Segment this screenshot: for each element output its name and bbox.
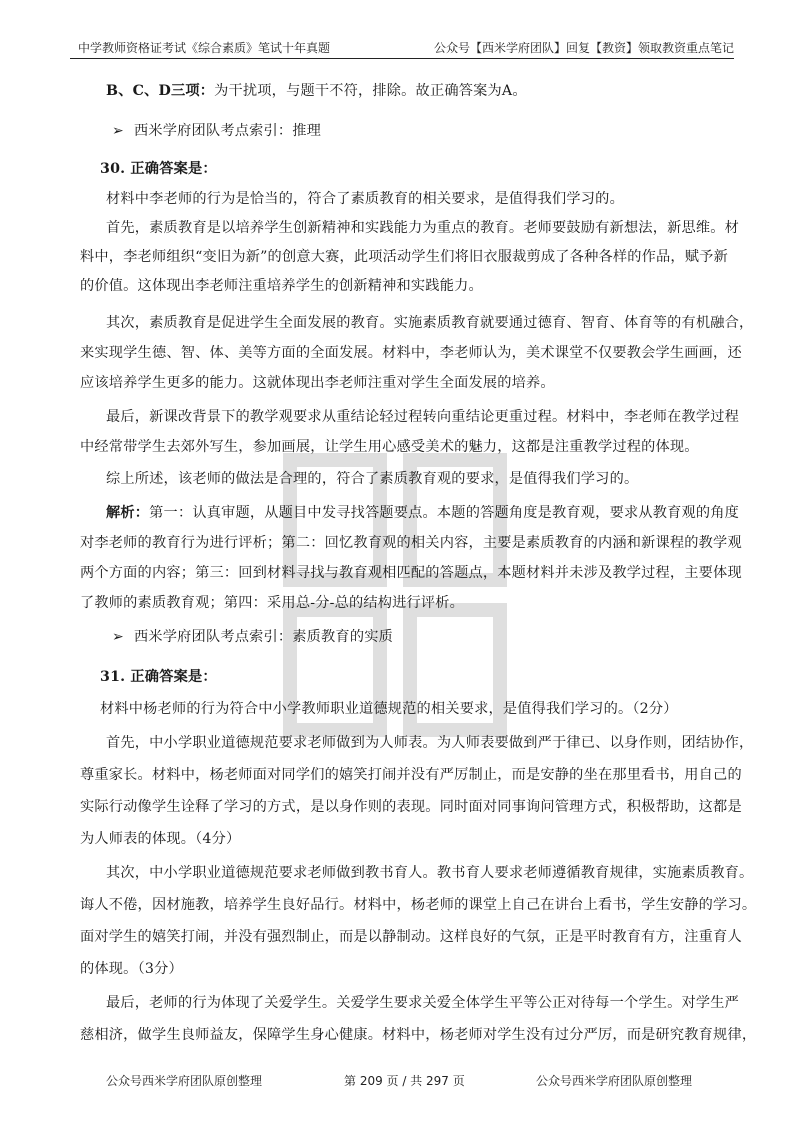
footer-left-text: 公众号西米学府团队原创整理	[106, 1074, 263, 1088]
question-30-title: 30. 正确答案是：	[100, 161, 217, 177]
q31-para-2c: 实际行动像学生诠释了学习的方式，是以身作则的表现。同时面对同事询问管理方式，积极帮助，这都是	[80, 799, 742, 815]
q30-para-4b: 中经常带学生去郊外写生，参加画展，让学生用心感受美术的魅力，这都是注重教学过程的体现。	[80, 439, 699, 455]
q31-para-4a: 最后，老师的行为体现了关爱学生。关爱学生要求关爱全体学生平等公正对待每一个学生。对学生严	[106, 995, 740, 1011]
arrow-bullet-icon: ➢	[112, 123, 125, 139]
q30-analysis-a: 解析：第一：认真审题，从题目中发寻找答题要点。本题的答题角度是教育观，要求从教育观的角度	[106, 505, 740, 521]
page-footer	[0, 1072, 800, 1092]
q30-para-2b: 料中，李老师组织“变旧为新”的创意大赛，此项活动学生们将旧衣服裁剪成了各种各样的作品，赋予新	[80, 249, 728, 265]
q31-para-3a: 其次，中小学职业道德规范要求老师做到教书育人。教书育人要求老师遵循教育规律，实施素质教育。	[106, 865, 754, 881]
q30-analysis-c: 两个方面的内容；第三：回到材料寻找与教育观相匹配的答题点，本题材料并未涉及教学过程，主要体现	[80, 565, 742, 581]
q30-para-3c: 应该培养学生更多的能力。这就体现出李老师注重对学生全面发展的培养。	[80, 375, 555, 391]
q30-para-4a: 最后，新课改背景下的教学观要求从重结论轻过程转向重结论更重过程。材料中，李老师在教学过程	[106, 409, 740, 425]
q31-para-4b: 慈相济，做学生良师益友，保障学生身心健康。材料中，杨老师对学生没有过分严厉，而是研究教育规律，	[80, 1027, 757, 1043]
q31-para-3c: 面对学生的嬉笑打闹，并没有强烈制止，而是以静制动。这样良好的气氛，正是平时教育有方，注重育人	[80, 929, 742, 945]
q30-para-1: 材料中李老师的行为是恰当的，符合了素质教育的相关要求，是值得我们学习的。	[106, 191, 624, 207]
q30-para-2c: 的价值。这体现出李老师注重培养学生的创新精神和实践能力。	[80, 278, 483, 294]
page-number: 第 209 页 / 共 297 页	[344, 1074, 465, 1088]
answer-note-bcd: B、C、D三项：为干扰项，与题干不符，排除。故正确答案为A。	[106, 83, 527, 99]
q31-para-2a: 首先，中小学职业道德规范要求老师做到为人师表。为人师表要做到严于律已、以身作则，团结协作，	[106, 735, 754, 751]
q30-para-5: 综上所述，该老师的做法是合理的，符合了素质教育观的要求，是值得我们学习的。	[106, 471, 639, 487]
arrow-bullet-icon: ➢	[112, 629, 125, 645]
q30-para-2a: 首先，素质教育是以培养学生创新精神和实践能力为重点的教育。老师要鼓励有新想法，新思维。材	[106, 220, 740, 236]
q30-para-3a: 其次，素质教育是促进学生全面发展的教育。实施素质教育就要通过德育、智育、体育等的有机融合，	[106, 315, 754, 331]
q31-para-3d: 的体现。（3分）	[80, 961, 183, 977]
q30-para-3b: 来实现学生德、智、体、美等方面的全面发展。材料中，李老师认为，美术课堂不仅要教会学生画画，还	[80, 345, 742, 361]
q30-analysis-b: 对李老师的教育行为进行评析；第二：回忆教育观的相关内容，主要是素质教育的内涵和新课程的教学观	[80, 535, 742, 551]
index-reference-2: ➢ 西米学府团队考点索引：素质教育的实质	[112, 629, 393, 645]
footer-right-text: 公众号西米学府团队原创整理	[536, 1074, 693, 1088]
question-31-title: 31. 正确答案是：	[100, 669, 217, 685]
header-right-text: 公众号【西米学府团队】回复【教资】领取教资重点笔记	[433, 41, 734, 55]
q30-analysis-d: 了教师的素质教育观；第四：采用总-分-总的结构进行评析。	[80, 595, 465, 611]
q31-para-3b: 诲人不倦，因材施教，培养学生良好品行。材料中，杨老师的课堂上自己在讲台上看书，学生安静的学习。	[80, 897, 757, 913]
header-left-text: 中学教师资格证考试《综合素质》笔试十年真题	[78, 41, 331, 55]
q31-para-2d: 为人师表的体现。（4分）	[80, 831, 241, 847]
index-reference-1: ➢ 西米学府团队考点索引：推理	[112, 123, 322, 139]
page-header	[70, 36, 734, 59]
q31-para-2b: 尊重家长。材料中，杨老师面对同学们的嬉笑打闹并没有严厉制止，而是安静的坐在那里看书，用自己的	[80, 767, 742, 783]
q31-para-1: 材料中杨老师的行为符合中小学教师职业道德规范的相关要求，是值得我们学习的。（2分）	[100, 701, 678, 717]
